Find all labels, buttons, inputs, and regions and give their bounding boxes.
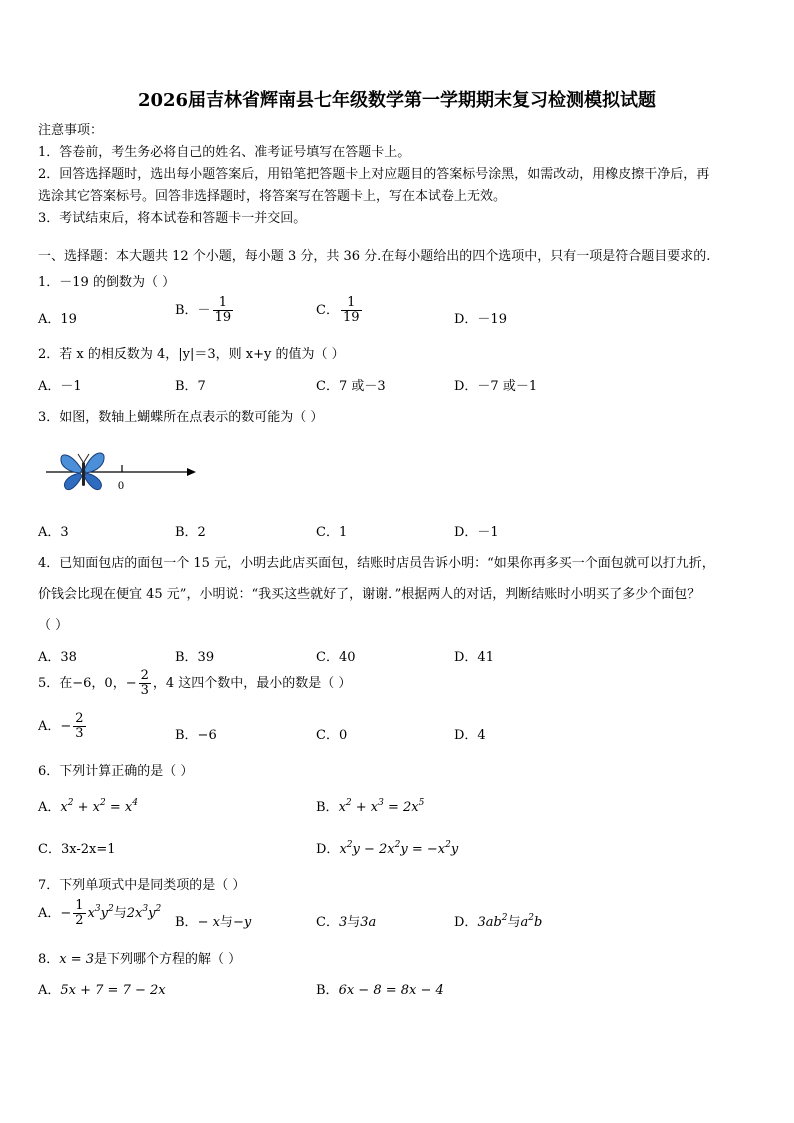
q4-option-d: D．41 <box>454 650 494 665</box>
note-item: 3．考试结束后，将本试卷和答题卡一并交回。 <box>38 211 307 226</box>
butterfly-icon <box>61 453 104 490</box>
question-6-stem: 6．下列计算正确的是（ ） <box>38 764 194 779</box>
q7-option-d: D．$3ab^2$与$a^2b$ <box>454 913 543 930</box>
q1-option-b: B．－ $\frac{1}{19}$ <box>175 295 232 325</box>
q6-option-c: C．3x-2x=1 <box>38 842 116 857</box>
q4-option-a: A．38 <box>38 650 77 665</box>
question-7-stem: 7．下列单项式中是同类项的是（ ） <box>38 878 246 893</box>
q5-option-d: D．4 <box>454 728 486 743</box>
q8-option-b: B．6x − 8 = 8x − 4 <box>316 983 444 998</box>
section-heading: 一、选择题：本大题共 12 个小题，每小题 3 分，共 36 分.在每小题给出的四个选项中，只有一项是符合题目要求的. <box>38 249 711 264</box>
note-item: 1．答卷前，考生务必将自己的姓名、准考证号填写在答题卡上。 <box>38 145 411 160</box>
q5-option-c: C．0 <box>316 728 348 743</box>
question-3-stem: 3．如图，数轴上蝴蝶所在点表示的数可能为（ ） <box>38 410 324 425</box>
q1-option-d: D．－19 <box>454 312 507 327</box>
question-4-line: 价钱会比现在便宜 45 元”，小明说：“我买这些就好了，谢谢．”根据两人的对话，判断结账时小明买了多少个面包？ <box>38 587 701 602</box>
arrow-head <box>187 468 196 476</box>
question-4-line: 4．已知面包店的面包一个 15 元，小明去此店买面包，结账时店员告诉小明：“如果你再多买一个面包就可以打九折， <box>38 556 715 571</box>
q1-option-c: C． $\frac{1}{19}$ <box>316 295 360 325</box>
q2-option-a: A．－1 <box>38 379 82 394</box>
q6-option-d: D．$x^2y - 2x^2y = -x^2y$ <box>316 840 459 857</box>
question-8-stem: 8．x = 3是下列哪个方程的解（ ） <box>38 952 242 967</box>
q7-option-c: C．3与3a <box>316 915 377 930</box>
q2-option-d: D．－7 或－1 <box>454 379 538 394</box>
q3-option-c: C．1 <box>316 525 348 540</box>
q8-option-a: A．5x + 7 = 7 − 2x <box>38 983 166 998</box>
question-4-line: （ ） <box>38 618 69 633</box>
q1-option-a: A．19 <box>38 312 77 327</box>
q5-option-a: A．− $\frac{2}{3}$ <box>38 711 84 741</box>
question-2-stem: 2．若 x 的相反数为 4，|y|＝3，则 x+y 的值为（ ） <box>38 347 345 362</box>
note-item: 选涂其它答案标号。回答非选择题时，将答案写在答题卡上，写在本试卷上无效。 <box>38 189 507 204</box>
q3-option-b: B．2 <box>175 525 206 540</box>
question-1-stem: 1．－19 的倒数为（ ） <box>38 275 176 290</box>
notes-heading: 注意事项： <box>38 123 104 138</box>
page-title: 2026届吉林省辉南县七年级数学第一学期期末复习检测模拟试题 <box>137 90 657 111</box>
zero-label: 0 <box>118 478 124 492</box>
q2-option-c: C．7 或－3 <box>316 379 386 394</box>
note-item: 2．回答选择题时，选出每小题答案后，用铅笔把答题卡上对应题目的答案标号涂黑，如需改动，用橡皮擦干净后，再 <box>38 167 710 182</box>
number-line-figure <box>44 448 204 498</box>
q3-option-a: A．3 <box>38 525 69 540</box>
q6-option-b: B．$x^2 + x^3 = 2x^5$ <box>316 798 425 815</box>
q2-option-b: B．7 <box>175 379 206 394</box>
question-5-stem: 5．在−6，0，− $\frac{2}{3}$ ，4 这四个数中，最小的数是（ ） <box>38 668 352 698</box>
q4-option-b: B．39 <box>175 650 215 665</box>
q6-option-a: A．$x^2 + x^2 = x^4$ <box>38 798 138 815</box>
q5-option-b: B．−6 <box>175 728 217 743</box>
q4-option-c: C．40 <box>316 650 356 665</box>
q7-option-b: B．− x与−y <box>175 915 252 930</box>
q7-option-a: A．− $\frac{1}{2}$ $x^3y^2$与$2x^3y^2$ <box>38 898 162 928</box>
q3-option-d: D．－1 <box>454 525 499 540</box>
